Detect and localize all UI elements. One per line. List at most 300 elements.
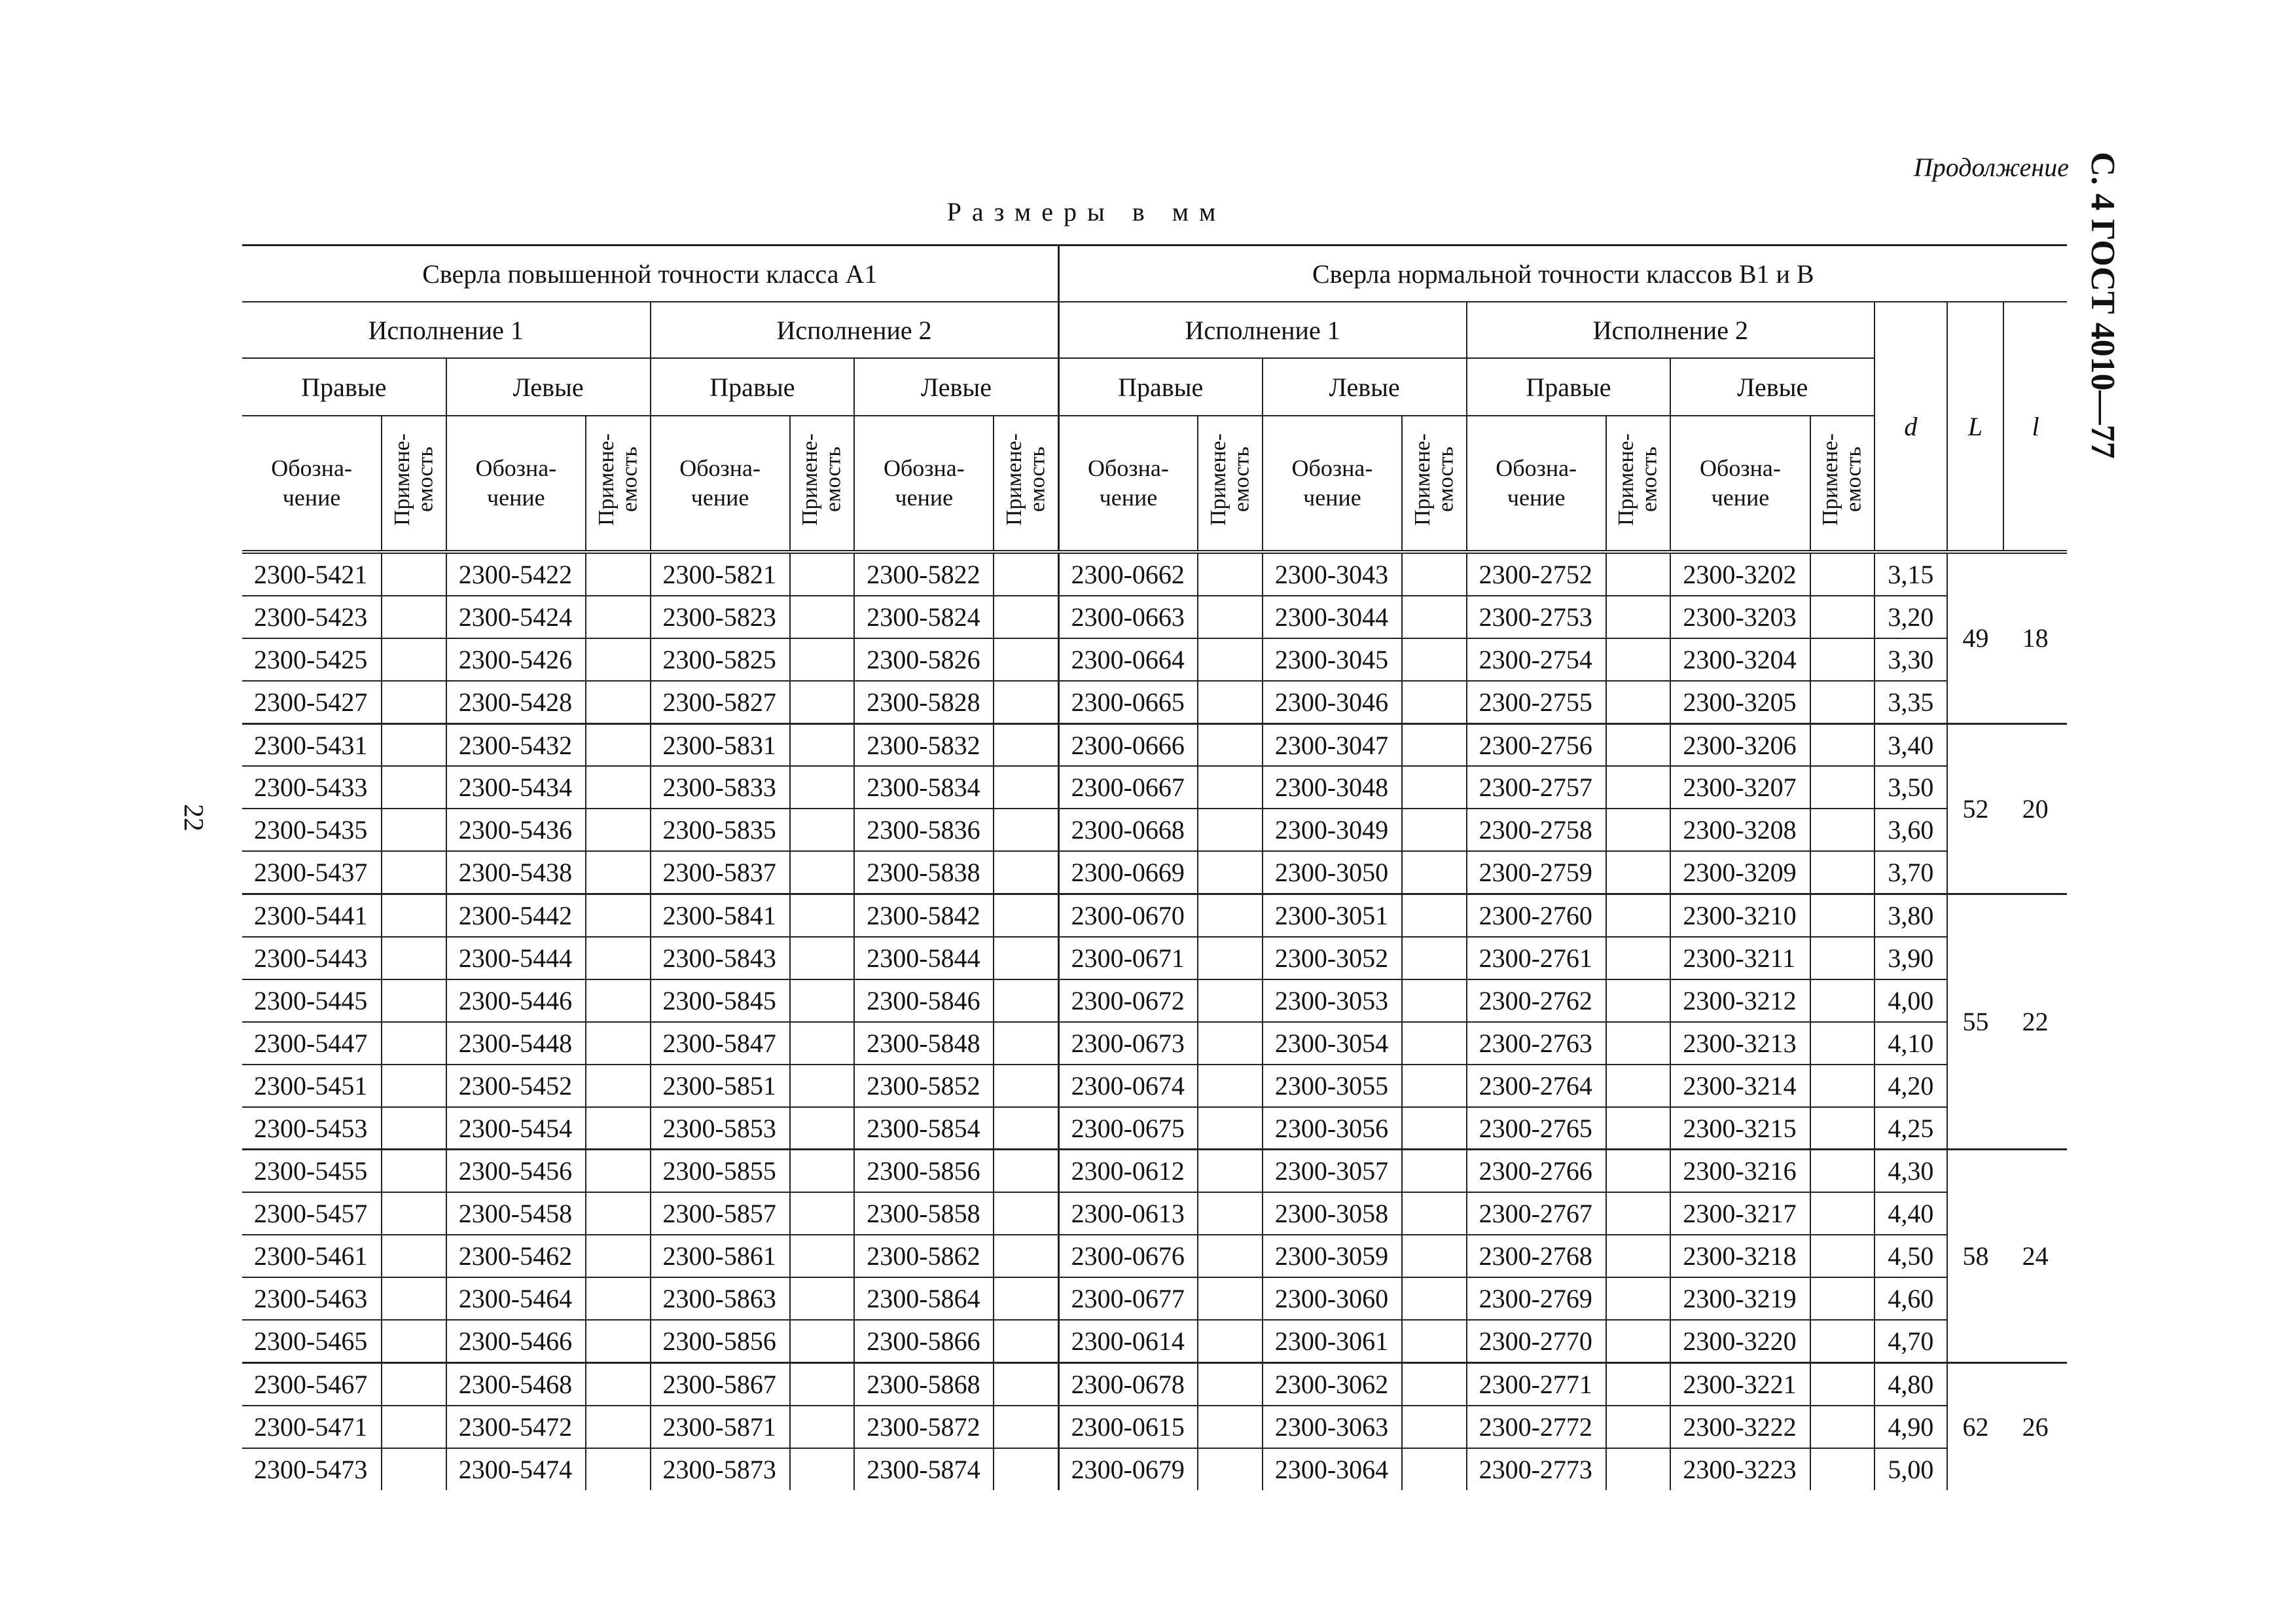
table-row xyxy=(242,1277,2067,1320)
applicability-cell xyxy=(994,1107,1058,1150)
designation-cell: 2300-3044 xyxy=(1263,596,1402,638)
designation-cell: 2300-5437 xyxy=(242,851,382,894)
applicability-cell xyxy=(1606,638,1671,681)
applicability-cell xyxy=(1606,766,1671,809)
applicability-cell xyxy=(382,1150,446,1192)
designation-cell: 2300-5853 xyxy=(651,1107,790,1150)
applicability-cell xyxy=(1606,681,1671,723)
applicability-cell xyxy=(382,1320,446,1362)
table-row xyxy=(242,809,2067,851)
table-row xyxy=(242,937,2067,979)
applicability-cell xyxy=(586,1320,651,1362)
designation-cell: 2300-5844 xyxy=(854,937,994,979)
d-cell: 4,70 xyxy=(1874,1320,1947,1362)
d-cell: 3,30 xyxy=(1874,638,1947,681)
applicability-header: Примене- емость xyxy=(994,416,1058,552)
designation-cell: 2300-5845 xyxy=(651,979,790,1022)
applicability-cell xyxy=(1402,596,1467,638)
dimensions-note: Размеры в мм xyxy=(946,197,1227,227)
designation-cell: 2300-5871 xyxy=(651,1406,790,1448)
applicability-cell xyxy=(1810,1192,1875,1235)
designation-cell: 2300-2765 xyxy=(1467,1107,1606,1150)
applicability-cell xyxy=(1810,979,1875,1022)
designation-cell: 2300-5852 xyxy=(854,1065,994,1107)
designation-cell: 2300-0615 xyxy=(1058,1406,1198,1448)
designation-cell: 2300-5454 xyxy=(446,1107,586,1150)
designation-cell: 2300-5465 xyxy=(242,1320,382,1362)
applicability-header: Примене- емость xyxy=(1606,416,1671,552)
applicability-cell xyxy=(382,1022,446,1065)
designation-cell: 2300-5851 xyxy=(651,1065,790,1107)
applicability-cell xyxy=(1810,1107,1875,1150)
applicability-cell xyxy=(1606,1362,1671,1405)
table-row xyxy=(242,1362,2067,1405)
designation-cell: 2300-2755 xyxy=(1467,681,1606,723)
applicability-header: Примене- емость xyxy=(1810,416,1875,552)
d-cell: 4,90 xyxy=(1874,1406,1947,1448)
applicability-cell xyxy=(1810,1448,1875,1490)
designation-cell: 2300-3048 xyxy=(1263,766,1402,809)
applicability-cell xyxy=(994,1277,1058,1320)
designation-header: Обозна- чение xyxy=(1263,416,1402,552)
applicability-cell xyxy=(790,1362,855,1405)
designation-cell: 2300-0669 xyxy=(1058,851,1198,894)
designation-header: Обозна- чение xyxy=(446,416,586,552)
applicability-cell xyxy=(994,851,1058,894)
designation-cell: 2300-3221 xyxy=(1670,1362,1810,1405)
designation-cell: 2300-3055 xyxy=(1263,1065,1402,1107)
designation-cell: 2300-3043 xyxy=(1263,552,1402,596)
designation-cell: 2300-5856 xyxy=(854,1150,994,1192)
applicability-cell xyxy=(994,552,1058,596)
designation-header: Обозна- чение xyxy=(1467,416,1606,552)
applicability-cell xyxy=(994,1406,1058,1448)
applicability-cell xyxy=(586,596,651,638)
designation-cell: 2300-0676 xyxy=(1058,1235,1198,1277)
designation-cell: 2300-5451 xyxy=(242,1065,382,1107)
applicability-cell xyxy=(1810,1406,1875,1448)
applicability-cell xyxy=(1198,894,1263,937)
designation-cell: 2300-5442 xyxy=(446,894,586,937)
applicability-cell xyxy=(1810,1362,1875,1405)
L-cell: 49 xyxy=(1947,552,2003,723)
designation-cell: 2300-5456 xyxy=(446,1150,586,1192)
applicability-cell xyxy=(1810,809,1875,851)
applicability-cell xyxy=(382,766,446,809)
applicability-cell xyxy=(382,1277,446,1320)
d-cell: 4,80 xyxy=(1874,1362,1947,1405)
L-cell: 52 xyxy=(1947,723,2003,894)
designation-cell: 2300-5826 xyxy=(854,638,994,681)
applicability-cell xyxy=(790,809,855,851)
applicability-cell xyxy=(1198,1320,1263,1362)
designation-cell: 2300-3052 xyxy=(1263,937,1402,979)
applicability-cell xyxy=(382,552,446,596)
applicability-cell xyxy=(1402,1406,1467,1448)
applicability-cell xyxy=(1198,851,1263,894)
designation-cell: 2300-0673 xyxy=(1058,1022,1198,1065)
designation-cell: 2300-5458 xyxy=(446,1192,586,1235)
applicability-cell xyxy=(586,1107,651,1150)
designation-cell: 2300-5472 xyxy=(446,1406,586,1448)
table-row xyxy=(242,1065,2067,1107)
designation-cell: 2300-3207 xyxy=(1670,766,1810,809)
applicability-cell xyxy=(586,937,651,979)
applicability-cell xyxy=(1198,596,1263,638)
designation-cell: 2300-5872 xyxy=(854,1406,994,1448)
applicability-cell xyxy=(1402,979,1467,1022)
applicability-cell xyxy=(1402,894,1467,937)
designation-cell: 2300-5445 xyxy=(242,979,382,1022)
applicability-cell xyxy=(1606,1320,1671,1362)
designation-cell: 2300-3222 xyxy=(1670,1406,1810,1448)
designation-cell: 2300-5841 xyxy=(651,894,790,937)
designation-cell: 2300-5848 xyxy=(854,1022,994,1065)
applicability-cell xyxy=(790,894,855,937)
applicability-cell xyxy=(1606,894,1671,937)
designation-cell: 2300-5463 xyxy=(242,1277,382,1320)
applicability-cell xyxy=(790,1406,855,1448)
right-header: Правые xyxy=(651,358,855,416)
designation-cell: 2300-5471 xyxy=(242,1406,382,1448)
d-cell: 3,90 xyxy=(1874,937,1947,979)
applicability-cell xyxy=(1402,1022,1467,1065)
applicability-cell xyxy=(1402,1320,1467,1362)
applicability-cell xyxy=(382,851,446,894)
designation-cell: 2300-3212 xyxy=(1670,979,1810,1022)
designation-cell: 2300-0612 xyxy=(1058,1150,1198,1192)
designation-cell: 2300-3203 xyxy=(1670,596,1810,638)
designation-cell: 2300-5422 xyxy=(446,552,586,596)
applicability-cell xyxy=(382,809,446,851)
designation-header: Обозна- чение xyxy=(242,416,382,552)
applicability-cell xyxy=(1198,681,1263,723)
table-row xyxy=(242,766,2067,809)
d-cell: 4,40 xyxy=(1874,1192,1947,1235)
applicability-cell xyxy=(1402,1448,1467,1490)
left-header: Левые xyxy=(854,358,1058,416)
applicability-cell xyxy=(790,552,855,596)
applicability-cell xyxy=(994,937,1058,979)
designation-cell: 2300-5828 xyxy=(854,681,994,723)
table-row xyxy=(242,1235,2067,1277)
d-cell: 3,40 xyxy=(1874,723,1947,766)
applicability-cell xyxy=(994,979,1058,1022)
applicability-cell xyxy=(994,1150,1058,1192)
right-header: Правые xyxy=(1058,358,1263,416)
applicability-cell xyxy=(790,937,855,979)
designation-cell: 2300-5874 xyxy=(854,1448,994,1490)
designation-cell: 2300-5823 xyxy=(651,596,790,638)
left-header: Левые xyxy=(1263,358,1467,416)
applicability-cell xyxy=(994,1065,1058,1107)
applicability-cell xyxy=(1402,723,1467,766)
table-row xyxy=(242,596,2067,638)
designation-cell: 2300-5867 xyxy=(651,1362,790,1405)
applicability-cell xyxy=(790,979,855,1022)
applicability-cell xyxy=(586,1277,651,1320)
designation-cell: 2300-2773 xyxy=(1467,1448,1606,1490)
d-cell: 3,15 xyxy=(1874,552,1947,596)
designation-cell: 2300-5455 xyxy=(242,1150,382,1192)
table-row xyxy=(242,1448,2067,1490)
applicability-cell xyxy=(994,766,1058,809)
applicability-cell xyxy=(586,1362,651,1405)
applicability-cell xyxy=(1198,1065,1263,1107)
designation-cell: 2300-5821 xyxy=(651,552,790,596)
d-cell: 3,70 xyxy=(1874,851,1947,894)
designation-cell: 2300-2762 xyxy=(1467,979,1606,1022)
applicability-cell xyxy=(1402,681,1467,723)
designation-cell: 2300-5464 xyxy=(446,1277,586,1320)
applicability-cell xyxy=(994,1320,1058,1362)
designation-cell: 2300-5862 xyxy=(854,1235,994,1277)
applicability-cell xyxy=(1402,1192,1467,1235)
applicability-cell xyxy=(790,1192,855,1235)
designation-cell: 2300-3049 xyxy=(1263,809,1402,851)
d-cell: 3,80 xyxy=(1874,894,1947,937)
applicability-cell xyxy=(382,681,446,723)
applicability-cell xyxy=(586,766,651,809)
applicability-cell xyxy=(1810,681,1875,723)
applicability-cell xyxy=(586,1448,651,1490)
applicability-cell xyxy=(1810,1235,1875,1277)
applicability-cell xyxy=(1810,894,1875,937)
d-cell: 4,50 xyxy=(1874,1235,1947,1277)
applicability-cell xyxy=(1810,638,1875,681)
applicability-cell xyxy=(790,1065,855,1107)
designation-cell: 2300-5868 xyxy=(854,1362,994,1405)
applicability-cell xyxy=(1606,1150,1671,1192)
applicability-cell xyxy=(994,1362,1058,1405)
designation-cell: 2300-5832 xyxy=(854,723,994,766)
applicability-cell xyxy=(586,552,651,596)
designation-cell: 2300-2757 xyxy=(1467,766,1606,809)
applicability-cell xyxy=(586,1150,651,1192)
applicability-cell xyxy=(1606,851,1671,894)
designation-cell: 2300-0677 xyxy=(1058,1277,1198,1320)
designation-cell: 2300-5822 xyxy=(854,552,994,596)
designation-cell: 2300-0666 xyxy=(1058,723,1198,766)
applicability-cell xyxy=(1402,1362,1467,1405)
applicability-cell xyxy=(1606,809,1671,851)
applicability-cell xyxy=(1606,596,1671,638)
applicability-cell xyxy=(1198,1192,1263,1235)
right-header: Правые xyxy=(1467,358,1671,416)
designation-cell: 2300-3215 xyxy=(1670,1107,1810,1150)
drill-designation-table xyxy=(242,244,2067,1490)
designation-cell: 2300-3209 xyxy=(1670,851,1810,894)
designation-cell: 2300-2772 xyxy=(1467,1406,1606,1448)
designation-cell: 2300-5468 xyxy=(446,1362,586,1405)
applicability-cell xyxy=(1810,1022,1875,1065)
b-execution-2: Исполнение 2 xyxy=(1467,302,1875,358)
designation-cell: 2300-5837 xyxy=(651,851,790,894)
applicability-cell xyxy=(1810,1277,1875,1320)
applicability-cell xyxy=(1198,809,1263,851)
applicability-cell xyxy=(1606,1277,1671,1320)
designation-cell: 2300-5855 xyxy=(651,1150,790,1192)
table-row xyxy=(242,979,2067,1022)
group-b-header: Сверла нормальной точности классов В1 и В xyxy=(1058,246,2067,302)
d-cell: 4,25 xyxy=(1874,1107,1947,1150)
table-row xyxy=(242,1150,2067,1192)
applicability-cell xyxy=(1402,1277,1467,1320)
d-cell: 4,60 xyxy=(1874,1277,1947,1320)
designation-cell: 2300-5433 xyxy=(242,766,382,809)
applicability-cell xyxy=(994,638,1058,681)
designation-cell: 2300-5846 xyxy=(854,979,994,1022)
designation-cell: 2300-0614 xyxy=(1058,1320,1198,1362)
designation-cell: 2300-3216 xyxy=(1670,1150,1810,1192)
designation-cell: 2300-3061 xyxy=(1263,1320,1402,1362)
applicability-cell xyxy=(382,1406,446,1448)
designation-cell: 2300-0674 xyxy=(1058,1065,1198,1107)
applicability-cell xyxy=(586,851,651,894)
designation-cell: 2300-3206 xyxy=(1670,723,1810,766)
continuation-label: Продолжение xyxy=(1913,153,2069,182)
designation-cell: 2300-5432 xyxy=(446,723,586,766)
applicability-cell xyxy=(1402,638,1467,681)
designation-cell: 2300-5474 xyxy=(446,1448,586,1490)
designation-cell: 2300-5461 xyxy=(242,1235,382,1277)
designation-cell: 2300-2766 xyxy=(1467,1150,1606,1192)
applicability-cell xyxy=(994,1448,1058,1490)
table-row xyxy=(242,894,2067,937)
designation-cell: 2300-2759 xyxy=(1467,851,1606,894)
designation-cell: 2300-5854 xyxy=(854,1107,994,1150)
designation-cell: 2300-5431 xyxy=(242,723,382,766)
table-row xyxy=(242,1022,2067,1065)
applicability-cell xyxy=(790,1277,855,1320)
applicability-cell xyxy=(1606,723,1671,766)
applicability-cell xyxy=(790,1320,855,1362)
designation-cell: 2300-3218 xyxy=(1670,1235,1810,1277)
applicability-cell xyxy=(1606,979,1671,1022)
designation-cell: 2300-2761 xyxy=(1467,937,1606,979)
applicability-cell xyxy=(1198,1107,1263,1150)
left-header: Левые xyxy=(1670,358,1874,416)
applicability-cell xyxy=(586,894,651,937)
designation-cell: 2300-5421 xyxy=(242,552,382,596)
table-row xyxy=(242,681,2067,723)
d-cell: 4,10 xyxy=(1874,1022,1947,1065)
applicability-cell xyxy=(382,1362,446,1405)
designation-cell: 2300-2754 xyxy=(1467,638,1606,681)
applicability-cell xyxy=(1198,1277,1263,1320)
designation-cell: 2300-5435 xyxy=(242,809,382,851)
designation-cell: 2300-0662 xyxy=(1058,552,1198,596)
a-execution-2: Исполнение 2 xyxy=(651,302,1059,358)
table-row xyxy=(242,552,2067,596)
designation-cell: 2300-3054 xyxy=(1263,1022,1402,1065)
designation-cell: 2300-5856 xyxy=(651,1320,790,1362)
designation-cell: 2300-5448 xyxy=(446,1022,586,1065)
applicability-header: Примене- емость xyxy=(586,416,651,552)
d-cell: 3,60 xyxy=(1874,809,1947,851)
l-header: l xyxy=(2003,302,2067,552)
applicability-cell xyxy=(1810,552,1875,596)
designation-cell: 2300-5834 xyxy=(854,766,994,809)
applicability-cell xyxy=(994,681,1058,723)
designation-cell: 2300-3223 xyxy=(1670,1448,1810,1490)
designation-cell: 2300-5863 xyxy=(651,1277,790,1320)
applicability-cell xyxy=(1606,1192,1671,1235)
designation-cell: 2300-0664 xyxy=(1058,638,1198,681)
designation-cell: 2300-3051 xyxy=(1263,894,1402,937)
applicability-cell xyxy=(382,979,446,1022)
designation-cell: 2300-3210 xyxy=(1670,894,1810,937)
designation-header: Обозна- чение xyxy=(1058,416,1198,552)
applicability-cell xyxy=(1810,766,1875,809)
applicability-cell xyxy=(994,723,1058,766)
designation-cell: 2300-0678 xyxy=(1058,1362,1198,1405)
l-cell: 24 xyxy=(2003,1150,2067,1362)
designation-cell: 2300-0668 xyxy=(1058,809,1198,851)
applicability-cell xyxy=(1402,552,1467,596)
designation-cell: 2300-3057 xyxy=(1263,1150,1402,1192)
designation-cell: 2300-5833 xyxy=(651,766,790,809)
designation-cell: 2300-5825 xyxy=(651,638,790,681)
designation-cell: 2300-3219 xyxy=(1670,1277,1810,1320)
designation-cell: 2300-5462 xyxy=(446,1235,586,1277)
designation-cell: 2300-2753 xyxy=(1467,596,1606,638)
applicability-cell xyxy=(790,1235,855,1277)
applicability-cell xyxy=(382,638,446,681)
designation-cell: 2300-3205 xyxy=(1670,681,1810,723)
applicability-cell xyxy=(586,979,651,1022)
applicability-cell xyxy=(790,1150,855,1192)
designation-cell: 2300-5457 xyxy=(242,1192,382,1235)
applicability-cell xyxy=(382,937,446,979)
applicability-cell xyxy=(1402,809,1467,851)
designation-cell: 2300-3062 xyxy=(1263,1362,1402,1405)
designation-cell: 2300-3053 xyxy=(1263,979,1402,1022)
applicability-cell xyxy=(586,638,651,681)
designation-cell: 2300-5858 xyxy=(854,1192,994,1235)
applicability-cell xyxy=(382,1107,446,1150)
designation-cell: 2300-5835 xyxy=(651,809,790,851)
table-row xyxy=(242,638,2067,681)
designation-cell: 2300-0675 xyxy=(1058,1107,1198,1150)
applicability-cell xyxy=(1606,1022,1671,1065)
table-row xyxy=(242,851,2067,894)
designation-cell: 2300-2758 xyxy=(1467,809,1606,851)
designation-cell: 2300-2763 xyxy=(1467,1022,1606,1065)
designation-cell: 2300-5428 xyxy=(446,681,586,723)
designation-cell: 2300-5424 xyxy=(446,596,586,638)
applicability-cell xyxy=(382,1065,446,1107)
designation-cell: 2300-5427 xyxy=(242,681,382,723)
designation-cell: 2300-5453 xyxy=(242,1107,382,1150)
designation-cell: 2300-2760 xyxy=(1467,894,1606,937)
applicability-cell xyxy=(1198,1150,1263,1192)
right-header: Правые xyxy=(242,358,446,416)
table-row xyxy=(242,1107,2067,1150)
applicability-cell xyxy=(994,1022,1058,1065)
table-row xyxy=(242,1320,2067,1362)
designation-cell: 2300-3047 xyxy=(1263,723,1402,766)
designation-cell: 2300-3220 xyxy=(1670,1320,1810,1362)
applicability-header: Примене- емость xyxy=(790,416,855,552)
L-cell: 55 xyxy=(1947,894,2003,1150)
applicability-cell xyxy=(790,766,855,809)
designation-cell: 2300-3204 xyxy=(1670,638,1810,681)
applicability-cell xyxy=(790,851,855,894)
applicability-cell xyxy=(1198,723,1263,766)
designation-cell: 2300-5842 xyxy=(854,894,994,937)
group-a-header: Сверла повышенной точности класса А1 xyxy=(242,246,1058,302)
